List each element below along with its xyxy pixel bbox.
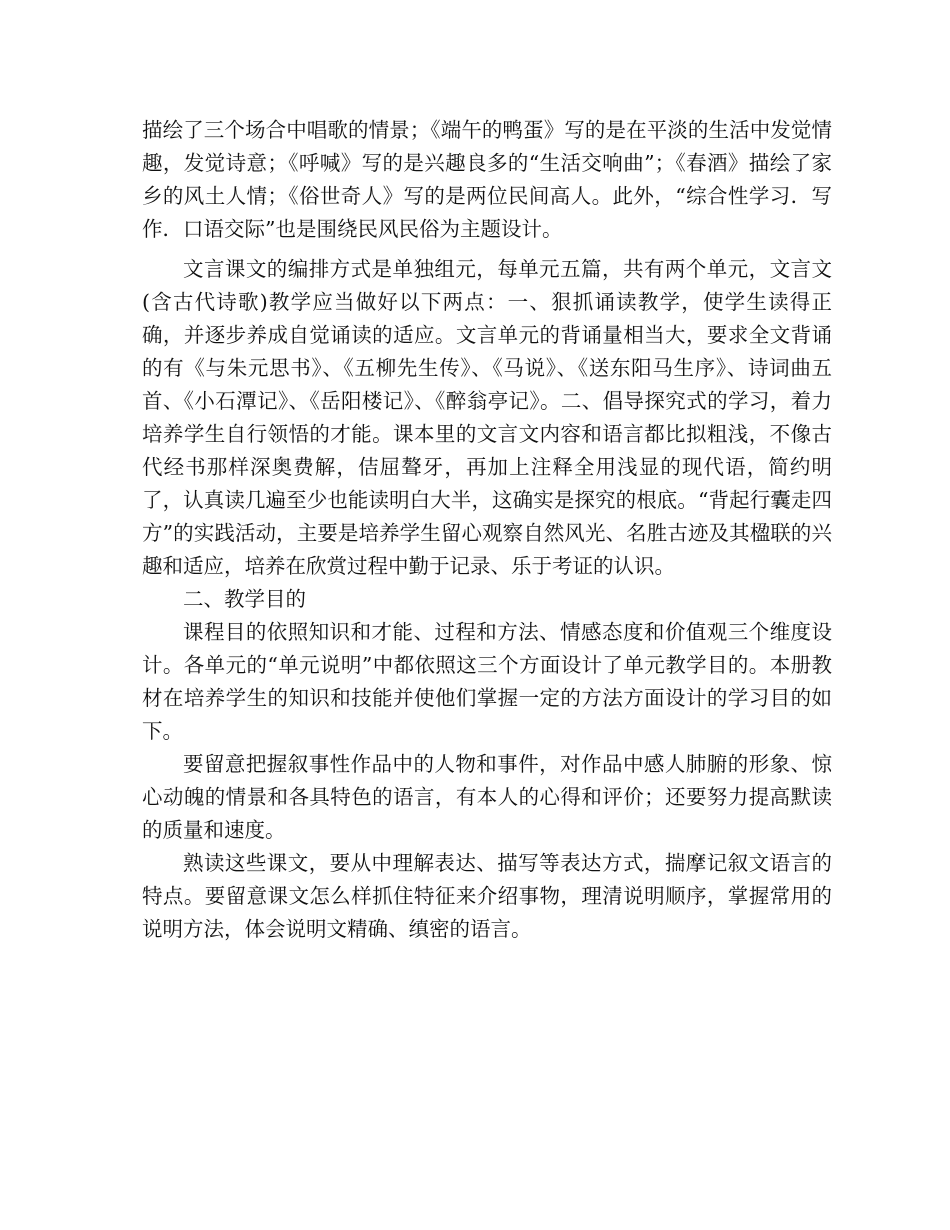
paragraph-classical-chinese: 文言课文的编排方式是单独组元，每单元五篇，共有两个单元，文言文(含古代诗歌)教学应当做好以下两点：一、狠抓诵读教学，使学生读得正确，并逐步养成自觉诵读的适应。文言单元的背诵量相当大，要求全文背诵的有《与朱元思书》、《五柳先生传》、《马说》、《送东阳马生序》、诗词曲五首、《小石潭记》、《岳阳楼记》、《醉翁亭记》。二、倡导探究式的学习，着力培养学生自行领悟的才能。课本里的文言文内容和语言都比拟粗浅，不像古代经书那样深奥费解，佶屈聱牙，再加上注释全用浅显的现代语，简约明了，认真读几遍至少也能读明白大半，这确实是探究的根底。“背起行囊走四方”的实践活动，主要是培养学生留心观察自然风光、名胜古迹及其楹联的兴趣和适应，培养在欣赏过程中勤于记录、乐于考证的认识。 [142,257,832,578]
section-heading-teaching-goals: 二、教学目的 [183,587,306,611]
paragraph-course-goals: 课程目的依照知识和才能、过程和方法、情感态度和价值观三个维度设计。各单元的“单元说明”中都依照这三个方面设计了单元教学目的。本册教材在培养学生的知识和技能并使他们掌握一定的方法方面设计的学习目的如下。 [142,620,832,743]
paragraph-narrative-works: 要留意把握叙事性作品中的人物和事件，对作品中感人肺腑的形象、惊心动魄的情景和各具特色的语言，有本人的心得和评价；还要努力提高默读的质量和速度。 [142,752,832,842]
paragraph-expository-works: 熟读这些课文，要从中理解表达、描写等表达方式，揣摩记叙文语言的特点。要留意课文怎么样抓住特征来介绍事物，理清说明顺序，掌握常用的说明方法，体会说明文精确、缜密的语言。 [142,851,832,941]
document-body [142,114,832,946]
paragraph-unit-overview: 描绘了三个场合中唱歌的情景；《端午的鸭蛋》写的是在平淡的生活中发觉情趣，发觉诗意；《呼喊》写的是兴趣良多的“生活交响曲”；《春酒》描绘了家乡的风土人情；《俗世奇人》写的是两位民间高人。此外，“综合性学习．写作．口语交际”也是围绕民风民俗为主题设计。 [142,118,832,241]
